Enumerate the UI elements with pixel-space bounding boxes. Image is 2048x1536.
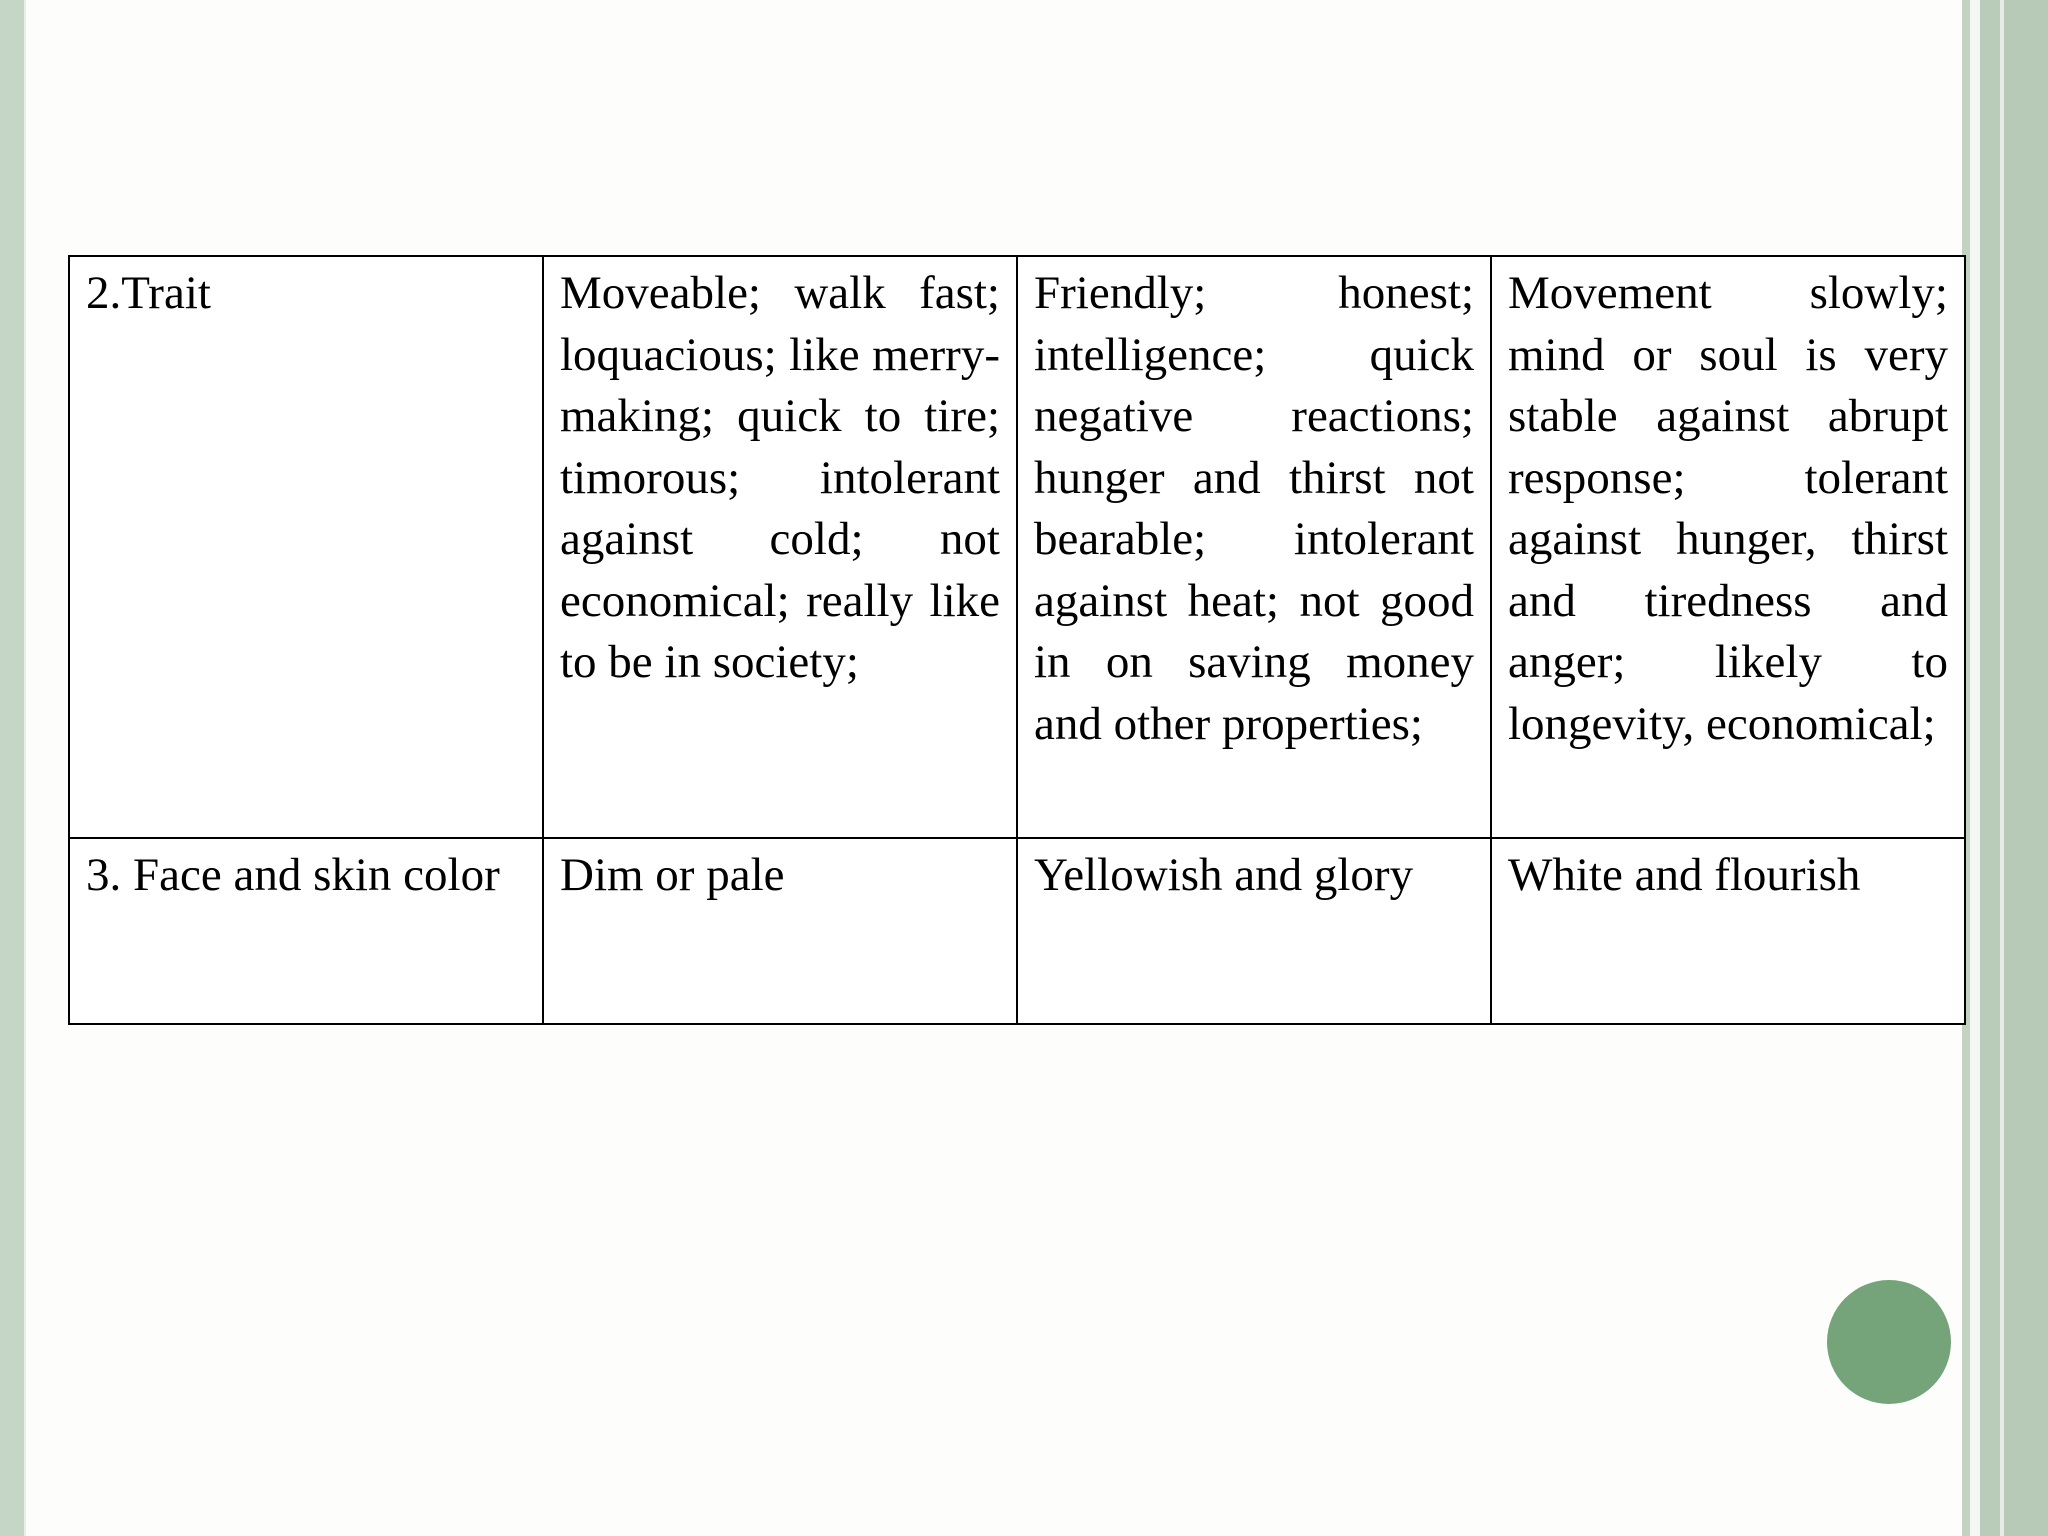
table-cell: Yellowish and glory: [1017, 838, 1491, 1024]
comparison-table: [68, 255, 1966, 1025]
right-decorative-stripe-3: [1980, 0, 2000, 1536]
table-cell: Moveable; walk fast; loquacious; like merry-making; quick to tire; timorous; intolerant against cold; not economical; really like to be in society;: [543, 256, 1017, 838]
table-cell: Dim or pale: [543, 838, 1017, 1024]
slide-nav-circle-button[interactable]: [1827, 1280, 1951, 1404]
table-cell-row-label: 3. Face and skin color: [69, 838, 543, 1024]
table-row-face-skin-color: [69, 838, 1965, 1024]
table-cell-row-label: 2.Trait: [69, 256, 543, 838]
right-decorative-stripe-2: [1970, 0, 1980, 1536]
right-decorative-stripe-5: [2004, 0, 2048, 1536]
table-cell: Friendly; honest; intelligence; quick negative reactions; hunger and thirst not bearable; intolerant against heat; not good in on saving money and other properties;: [1017, 256, 1491, 838]
left-decorative-stripe-edge: [24, 0, 26, 1536]
table-cell: Movement slowly; mind or soul is very stable against abrupt response; tolerant against hunger, thirst and tiredness and anger; likely to longevity, economical;: [1491, 256, 1965, 838]
left-decorative-stripe: [0, 0, 24, 1536]
table-row-trait: [69, 256, 1965, 838]
table-cell: White and flourish: [1491, 838, 1965, 1024]
